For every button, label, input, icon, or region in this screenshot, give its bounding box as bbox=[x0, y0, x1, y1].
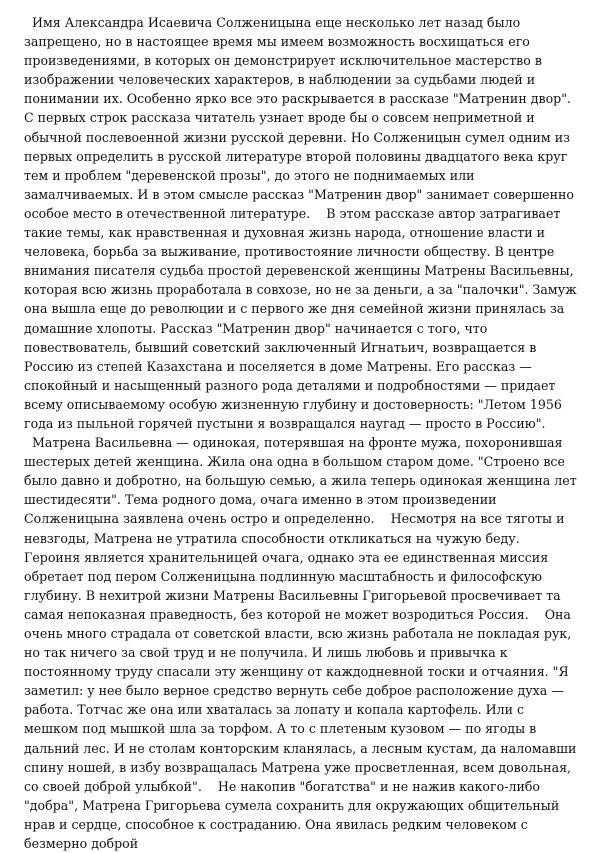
paragraph-1-segment-2: В этом рассказе автор затрагивает такие темы, как нравственная и духовная жизнь народа, отношение власти и человека, борьба за выживание, противостояние личности обществу. В центре внимания писателя судьба простой деревенской женщины Матрены Васильевны, которая всю жизнь проработала в совхозе, но не за деньги, а за "палочки". Замуж она вышла еще до революции и с первого же дня семейной жизни принялась за домашние хлопоты. Рассказ "Матренин двор" начинается с того, что повествователь, бывший советский заключенный Игнатьич, возвращается в Россию из степей Казахстана и поселяется в доме Матрены. Его рассказ — спокойный и насыщенный разного рода деталями и подробностями — придает всему описываемому особую жизненную глубину и достоверность: "Летом 1956 года из пыльной горячей пустыни я возвращался наугад — просто в Россию". bbox=[24, 205, 577, 431]
paragraph-2-segment-4: Не накопив "богатства" и не нажив какого-либо "добра", Матрена Григорьева сумела сохранить для окружающих общительный нрав и сердце, способное к состраданию. Она явилась редким человеком с безмерно доброй bbox=[24, 778, 560, 852]
paragraph-1-segment-1: Имя Александра Исаевича Солженицына еще несколько лет назад было запрещено, но в настоящее время мы имеем возможность восхищаться его произведениями, в которых он демонстрирует исключительное мастерство в изображении человеческих характеров, в наблюдении за судьбами людей и понимании их. Особенно ярко все это раскрывается в рассказе "Матренин двор". С первых строк рассказа читатель узнает вроде бы о совсем неприметной и обычной послевоенной жизни русской деревни. Но Солженицын сумел одним из первых определить в русской литературе второй половины двадцатого века круг тем и проблем "деревенской прозы", до этого не поднимаемых или замалчиваемых. И в этом смысле рассказ "Матренин двор" занимает совершенно особое место в отечественной литературе. bbox=[24, 15, 574, 221]
paragraph-2-segment-1: Матрена Васильевна — одинокая, потерявшая на фронте мужа, похоронившая шестерых детей женщина. Жила она одна в большом старом доме. "Строено все было давно и добротно, на большую семью, а жила теперь одинокая женщина лет шестидесяти". Тема родного дома, очага именно в этом произведении Солженицына заявлена очень остро и определенно. bbox=[24, 435, 577, 527]
paragraph-1 bbox=[24, 13, 579, 433]
essay-text bbox=[24, 13, 579, 853]
paragraph-2-segment-3: Она очень много страдала от советской власти, всю жизнь работала не покладая рук, но так ничего за свой труд и не получила. И лишь любовь и привычка к постоянному труду спасали эту женщину от каждодневной тоски и отчаяния. "Я заметил: у нее было верное средство вернуть себе доброе расположение духа — работа. Тотчас же она или хваталась за лопату и копала картофель. Или с мешком под мышкой шла за торфом. А то с плетеным кузовом — по ягоды в дальний лес. И не столам конторским кланялась, а лесным кустам, да наломавши спину ношей, в избу возвращалась Матрена уже просветленная, всем довольная, со своей доброй улыбкой". bbox=[24, 606, 577, 794]
paragraph-2 bbox=[24, 433, 579, 853]
paragraph-2-segment-2: Несмотря на все тяготы и невзгоды, Матрена не утратила способности откликаться на чужую беду. Героиня является хранительницей очага, однако эта ее единственная миссия обретает под пером Солженицына подлинную масштабность и философскую глубину. В нехитрой жизни Матрены Васильевны Григорьевой просвечивает та самая непоказная праведность, без которой не может возродиться Россия. bbox=[24, 511, 565, 622]
